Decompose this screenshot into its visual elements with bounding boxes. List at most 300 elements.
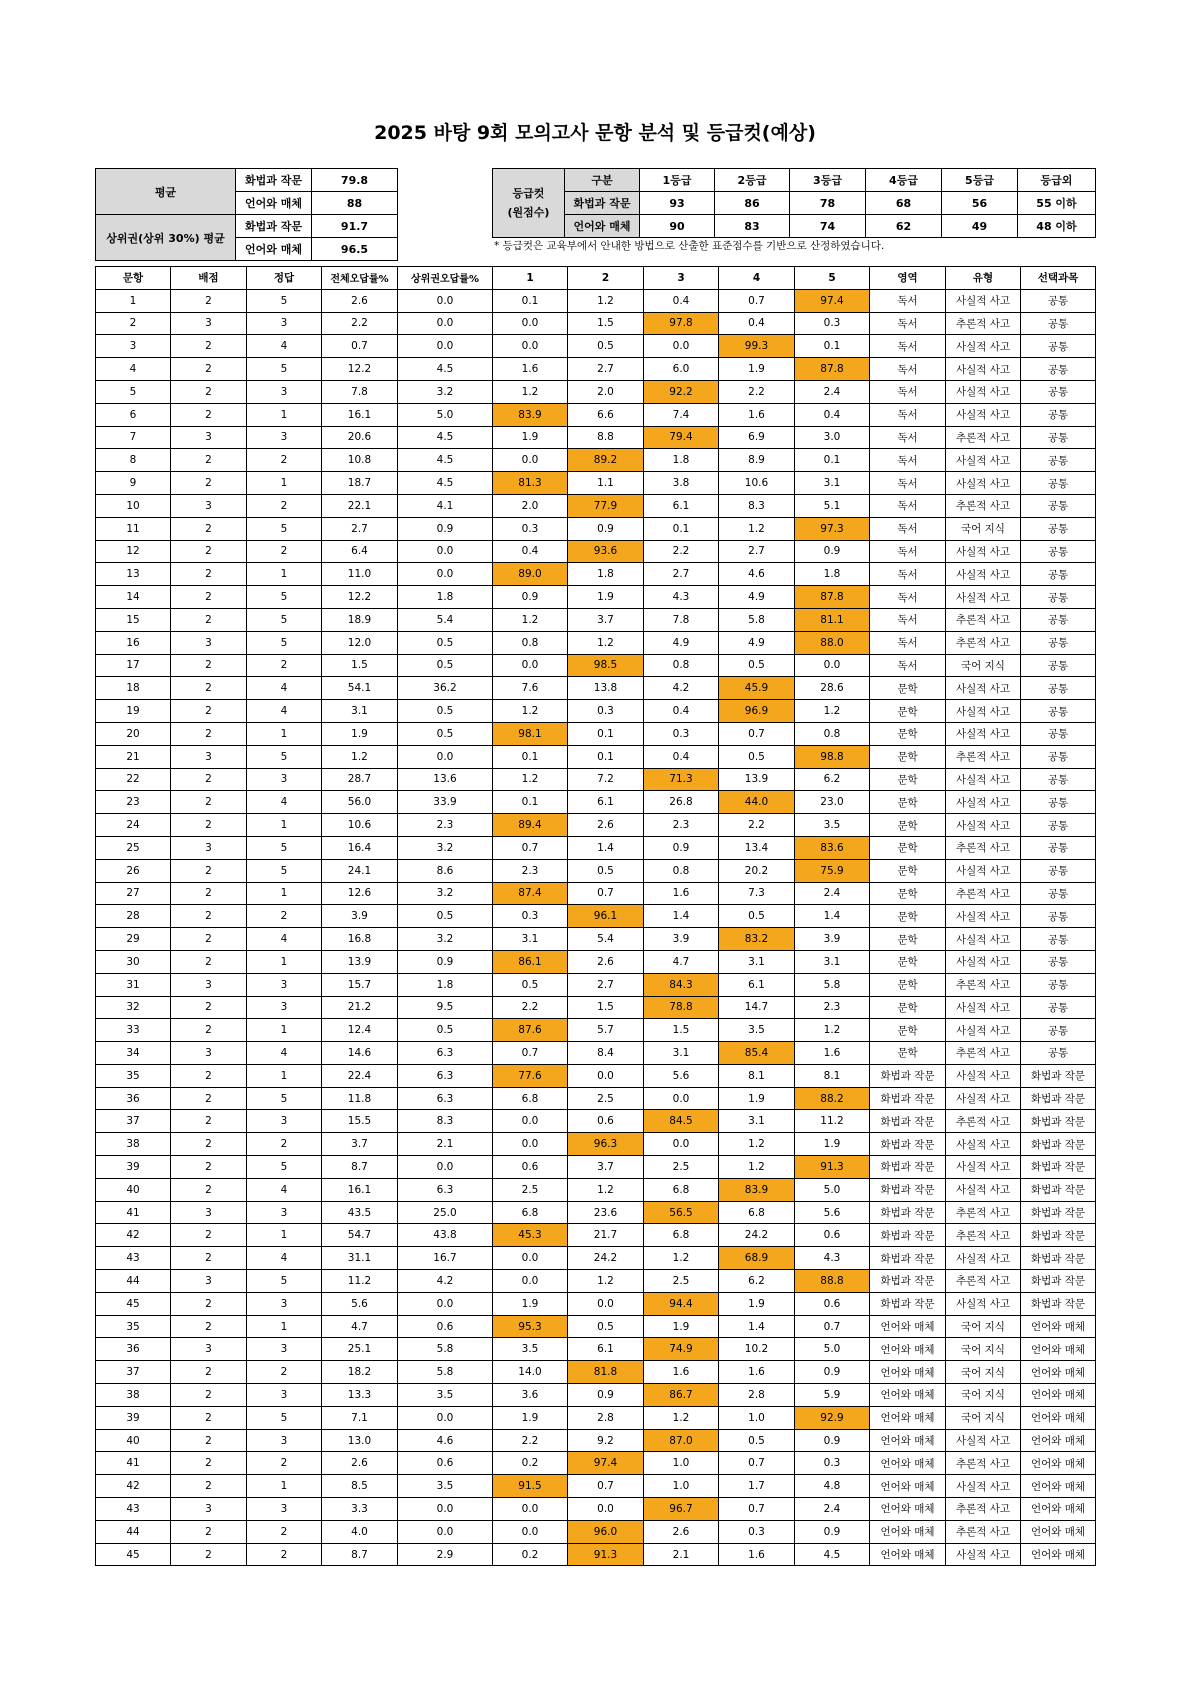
choice-1-rate: 1.9 — [493, 1292, 568, 1315]
top-error-rate: 3.2 — [398, 882, 493, 905]
table-row — [96, 836, 1096, 859]
elective: 화법과 작문 — [1021, 1201, 1096, 1224]
top-error-rate: 9.5 — [398, 996, 493, 1019]
area: 화법과 작문 — [870, 1087, 946, 1110]
elective: 화법과 작문 — [1021, 1087, 1096, 1110]
type: 사실적 사고 — [946, 768, 1021, 791]
table-row — [96, 358, 1096, 381]
answer: 2 — [247, 1452, 322, 1475]
type: 사실적 사고 — [946, 1156, 1021, 1179]
area: 언어와 매체 — [870, 1384, 946, 1407]
elective: 공통 — [1021, 586, 1096, 609]
choice-4-rate: 13.4 — [719, 836, 795, 859]
choice-1-rate: 81.3 — [493, 472, 568, 495]
top-error-rate: 4.1 — [398, 494, 493, 517]
elective: 공통 — [1021, 722, 1096, 745]
type: 사실적 사고 — [946, 586, 1021, 609]
type: 사실적 사고 — [946, 905, 1021, 928]
choice-2-rate: 7.2 — [568, 768, 644, 791]
grade-cut-note: * 등급컷은 교육부에서 안내한 방법으로 산출한 표준점수를 기반으로 산정하였습니다. — [494, 240, 885, 252]
area: 독서 — [870, 517, 946, 540]
area: 독서 — [870, 449, 946, 472]
grade-cut-header: 구분 — [565, 169, 640, 192]
table-row — [96, 449, 1096, 472]
choice-4-rate: 8.9 — [719, 449, 795, 472]
area: 언어와 매체 — [870, 1406, 946, 1429]
top-error-rate: 13.6 — [398, 768, 493, 791]
answer: 5 — [247, 836, 322, 859]
top-error-rate: 0.6 — [398, 1315, 493, 1338]
table-row — [96, 563, 1096, 586]
total-error-rate: 43.5 — [322, 1201, 398, 1224]
total-error-rate: 16.8 — [322, 928, 398, 951]
header-elective: 선택과목 — [1021, 267, 1096, 290]
choice-5-rate: 0.4 — [795, 403, 870, 426]
top-error-rate: 4.2 — [398, 1270, 493, 1293]
answer: 2 — [247, 1133, 322, 1156]
points: 2 — [171, 563, 247, 586]
top-error-rate: 0.5 — [398, 722, 493, 745]
total-error-rate: 8.7 — [322, 1543, 398, 1566]
area: 화법과 작문 — [870, 1110, 946, 1133]
table-row — [96, 1133, 1096, 1156]
type: 사실적 사고 — [946, 996, 1021, 1019]
header-choice-4: 4 — [719, 267, 795, 290]
area: 문학 — [870, 882, 946, 905]
choice-3-rate: 0.0 — [644, 1087, 719, 1110]
choice-4-rate: 6.2 — [719, 1270, 795, 1293]
top-error-rate: 4.5 — [398, 449, 493, 472]
choice-4-rate: 24.2 — [719, 1224, 795, 1247]
type: 추론적 사고 — [946, 312, 1021, 335]
type: 추론적 사고 — [946, 745, 1021, 768]
choice-5-rate: 3.0 — [795, 426, 870, 449]
choice-3-rate: 87.0 — [644, 1429, 719, 1452]
answer: 2 — [247, 1520, 322, 1543]
question-number: 9 — [96, 472, 171, 495]
choice-5-rate: 2.4 — [795, 380, 870, 403]
top-error-rate: 0.5 — [398, 1019, 493, 1042]
elective: 언어와 매체 — [1021, 1520, 1096, 1543]
question-number: 5 — [96, 380, 171, 403]
total-error-rate: 31.1 — [322, 1247, 398, 1270]
elective: 공통 — [1021, 996, 1096, 1019]
type: 국어 지식 — [946, 1315, 1021, 1338]
choice-4-rate: 2.2 — [719, 814, 795, 837]
choice-1-rate: 0.0 — [493, 449, 568, 472]
answer: 2 — [247, 905, 322, 928]
choice-1-rate: 87.4 — [493, 882, 568, 905]
points: 2 — [171, 472, 247, 495]
type: 사실적 사고 — [946, 472, 1021, 495]
choice-5-rate: 0.9 — [795, 1361, 870, 1384]
choice-1-rate: 2.0 — [493, 494, 568, 517]
total-error-rate: 15.7 — [322, 973, 398, 996]
question-number: 10 — [96, 494, 171, 517]
answer: 5 — [247, 1270, 322, 1293]
choice-5-rate: 1.4 — [795, 905, 870, 928]
choice-3-rate: 1.4 — [644, 905, 719, 928]
choice-3-rate: 56.5 — [644, 1201, 719, 1224]
choice-4-rate: 0.7 — [719, 722, 795, 745]
grade-cut-header: 4등급 — [866, 169, 942, 192]
table-row — [96, 426, 1096, 449]
choice-5-rate: 87.8 — [795, 586, 870, 609]
question-number: 21 — [96, 745, 171, 768]
top-error-rate: 36.2 — [398, 677, 493, 700]
points: 2 — [171, 700, 247, 723]
choice-3-rate: 79.4 — [644, 426, 719, 449]
choice-5-rate: 2.4 — [795, 882, 870, 905]
elective: 공통 — [1021, 882, 1096, 905]
total-error-rate: 4.0 — [322, 1520, 398, 1543]
points: 2 — [171, 1452, 247, 1475]
elective: 공통 — [1021, 563, 1096, 586]
answer: 3 — [247, 1429, 322, 1452]
choice-1-rate: 86.1 — [493, 950, 568, 973]
question-number: 39 — [96, 1406, 171, 1429]
header-choice-5: 5 — [795, 267, 870, 290]
total-error-rate: 15.5 — [322, 1110, 398, 1133]
choice-2-rate: 1.5 — [568, 996, 644, 1019]
points: 2 — [171, 1543, 247, 1566]
choice-2-rate: 1.2 — [568, 1178, 644, 1201]
total-error-rate: 12.4 — [322, 1019, 398, 1042]
grade-cut-header: 등급외 — [1018, 169, 1096, 192]
top-error-rate: 0.5 — [398, 700, 493, 723]
table-row — [96, 1543, 1096, 1566]
type: 국어 지식 — [946, 1338, 1021, 1361]
elective: 공통 — [1021, 631, 1096, 654]
elective: 공통 — [1021, 335, 1096, 358]
total-error-rate: 14.6 — [322, 1042, 398, 1065]
table-row — [96, 1064, 1096, 1087]
table-row — [96, 1270, 1096, 1293]
total-error-rate: 12.2 — [322, 358, 398, 381]
area: 언어와 매체 — [870, 1452, 946, 1475]
choice-3-rate: 2.2 — [644, 540, 719, 563]
choice-1-rate: 0.0 — [493, 1110, 568, 1133]
top-error-rate: 0.0 — [398, 1406, 493, 1429]
choice-2-rate: 0.0 — [568, 1292, 644, 1315]
table-row — [96, 586, 1096, 609]
answer: 3 — [247, 1201, 322, 1224]
choice-4-rate: 0.7 — [719, 1452, 795, 1475]
total-error-rate: 16.1 — [322, 403, 398, 426]
total-error-rate: 56.0 — [322, 791, 398, 814]
choice-1-rate: 0.5 — [493, 973, 568, 996]
table-row — [96, 1315, 1096, 1338]
choice-4-rate: 3.1 — [719, 950, 795, 973]
choice-4-rate: 6.1 — [719, 973, 795, 996]
points: 2 — [171, 1429, 247, 1452]
choice-4-rate: 1.6 — [719, 1361, 795, 1384]
type: 추론적 사고 — [946, 608, 1021, 631]
answer: 2 — [247, 654, 322, 677]
type: 추론적 사고 — [946, 1110, 1021, 1133]
area: 독서 — [870, 358, 946, 381]
elective: 공통 — [1021, 1042, 1096, 1065]
choice-5-rate: 3.1 — [795, 472, 870, 495]
type: 사실적 사고 — [946, 1543, 1021, 1566]
total-error-rate: 8.7 — [322, 1156, 398, 1179]
choice-3-rate: 0.1 — [644, 517, 719, 540]
choice-2-rate: 24.2 — [568, 1247, 644, 1270]
question-number: 28 — [96, 905, 171, 928]
table-row — [96, 1338, 1096, 1361]
choice-4-rate: 68.9 — [719, 1247, 795, 1270]
points: 2 — [171, 859, 247, 882]
choice-1-rate: 0.0 — [493, 335, 568, 358]
top-error-rate: 1.8 — [398, 586, 493, 609]
total-error-rate: 6.4 — [322, 540, 398, 563]
type: 사실적 사고 — [946, 1429, 1021, 1452]
choice-1-rate: 6.8 — [493, 1201, 568, 1224]
top-error-rate: 43.8 — [398, 1224, 493, 1247]
question-number: 26 — [96, 859, 171, 882]
answer: 2 — [247, 540, 322, 563]
answer: 3 — [247, 380, 322, 403]
type: 추론적 사고 — [946, 882, 1021, 905]
choice-2-rate: 96.1 — [568, 905, 644, 928]
total-error-rate: 3.3 — [322, 1498, 398, 1521]
total-error-rate: 12.6 — [322, 882, 398, 905]
choice-4-rate: 1.2 — [719, 1133, 795, 1156]
choice-4-rate: 3.5 — [719, 1019, 795, 1042]
answer: 5 — [247, 608, 322, 631]
elective: 언어와 매체 — [1021, 1361, 1096, 1384]
choice-4-rate: 1.0 — [719, 1406, 795, 1429]
elective: 공통 — [1021, 700, 1096, 723]
elective: 공통 — [1021, 928, 1096, 951]
points: 3 — [171, 631, 247, 654]
points: 2 — [171, 1247, 247, 1270]
choice-3-rate: 26.8 — [644, 791, 719, 814]
table-row — [96, 289, 1096, 312]
area: 문학 — [870, 722, 946, 745]
top-error-rate: 5.4 — [398, 608, 493, 631]
answer: 3 — [247, 973, 322, 996]
top-error-rate: 0.0 — [398, 1520, 493, 1543]
choice-3-rate: 71.3 — [644, 768, 719, 791]
area: 문학 — [870, 1042, 946, 1065]
table-row — [96, 859, 1096, 882]
total-error-rate: 7.1 — [322, 1406, 398, 1429]
choice-2-rate: 98.5 — [568, 654, 644, 677]
table-row — [96, 1247, 1096, 1270]
total-error-rate: 2.2 — [322, 312, 398, 335]
table-row — [96, 403, 1096, 426]
choice-3-rate: 96.7 — [644, 1498, 719, 1521]
elective: 화법과 작문 — [1021, 1133, 1096, 1156]
total-error-rate: 10.6 — [322, 814, 398, 837]
question-number: 39 — [96, 1156, 171, 1179]
question-number: 41 — [96, 1201, 171, 1224]
choice-3-rate: 1.2 — [644, 1247, 719, 1270]
top-average-subject: 언어와 매체 — [236, 238, 312, 261]
answer: 3 — [247, 996, 322, 1019]
type: 사실적 사고 — [946, 380, 1021, 403]
choice-2-rate: 1.2 — [568, 631, 644, 654]
choice-1-rate: 3.5 — [493, 1338, 568, 1361]
choice-3-rate: 0.4 — [644, 289, 719, 312]
area: 언어와 매체 — [870, 1498, 946, 1521]
top-error-rate: 2.1 — [398, 1133, 493, 1156]
header-choice-3: 3 — [644, 267, 719, 290]
points: 3 — [171, 1270, 247, 1293]
grade-cut-header: 5등급 — [942, 169, 1018, 192]
elective: 공통 — [1021, 289, 1096, 312]
choice-4-rate: 1.7 — [719, 1475, 795, 1498]
points: 2 — [171, 335, 247, 358]
choice-5-rate: 0.9 — [795, 1429, 870, 1452]
choice-4-rate: 2.8 — [719, 1384, 795, 1407]
choice-3-rate: 5.6 — [644, 1064, 719, 1087]
total-error-rate: 18.9 — [322, 608, 398, 631]
choice-5-rate: 0.6 — [795, 1224, 870, 1247]
total-error-rate: 25.1 — [322, 1338, 398, 1361]
top-error-rate: 3.2 — [398, 380, 493, 403]
choice-3-rate: 2.3 — [644, 814, 719, 837]
choice-3-rate: 4.2 — [644, 677, 719, 700]
area: 문학 — [870, 859, 946, 882]
choice-2-rate: 5.4 — [568, 928, 644, 951]
choice-2-rate: 6.1 — [568, 1338, 644, 1361]
choice-1-rate: 2.3 — [493, 859, 568, 882]
type: 국어 지식 — [946, 1361, 1021, 1384]
answer: 5 — [247, 1087, 322, 1110]
choice-4-rate: 0.5 — [719, 745, 795, 768]
total-error-rate: 2.6 — [322, 289, 398, 312]
elective: 공통 — [1021, 677, 1096, 700]
choice-3-rate: 3.8 — [644, 472, 719, 495]
item-analysis-table — [95, 266, 1096, 1566]
table-row — [96, 1406, 1096, 1429]
header-points: 배점 — [171, 267, 247, 290]
choice-3-rate: 6.0 — [644, 358, 719, 381]
answer: 1 — [247, 1224, 322, 1247]
points: 3 — [171, 1042, 247, 1065]
answer: 4 — [247, 677, 322, 700]
total-error-rate: 3.9 — [322, 905, 398, 928]
question-number: 2 — [96, 312, 171, 335]
area: 문학 — [870, 814, 946, 837]
grade-cut-value: 55 이하 — [1018, 192, 1096, 215]
choice-5-rate: 0.3 — [795, 1452, 870, 1475]
table-row — [96, 905, 1096, 928]
question-number: 12 — [96, 540, 171, 563]
choice-1-rate: 0.2 — [493, 1452, 568, 1475]
area: 문학 — [870, 836, 946, 859]
top-error-rate: 25.0 — [398, 1201, 493, 1224]
area: 화법과 작문 — [870, 1224, 946, 1247]
question-number: 29 — [96, 928, 171, 951]
question-number: 35 — [96, 1315, 171, 1338]
header-answer: 정답 — [247, 267, 322, 290]
choice-4-rate: 2.7 — [719, 540, 795, 563]
question-number: 45 — [96, 1543, 171, 1566]
elective: 언어와 매체 — [1021, 1543, 1096, 1566]
top-error-rate: 8.3 — [398, 1110, 493, 1133]
choice-1-rate: 3.6 — [493, 1384, 568, 1407]
table-row — [96, 1156, 1096, 1179]
points: 2 — [171, 380, 247, 403]
choice-1-rate: 95.3 — [493, 1315, 568, 1338]
type: 사실적 사고 — [946, 859, 1021, 882]
points: 3 — [171, 1201, 247, 1224]
points: 2 — [171, 791, 247, 814]
choice-3-rate: 84.5 — [644, 1110, 719, 1133]
elective: 공통 — [1021, 905, 1096, 928]
elective: 공통 — [1021, 791, 1096, 814]
question-number: 15 — [96, 608, 171, 631]
choice-4-rate: 96.9 — [719, 700, 795, 723]
choice-1-rate: 0.2 — [493, 1543, 568, 1566]
total-error-rate: 11.2 — [322, 1270, 398, 1293]
question-number: 4 — [96, 358, 171, 381]
total-error-rate: 18.2 — [322, 1361, 398, 1384]
table-row — [96, 882, 1096, 905]
choice-4-rate: 0.3 — [719, 1520, 795, 1543]
points: 2 — [171, 1064, 247, 1087]
question-number: 16 — [96, 631, 171, 654]
choice-5-rate: 0.9 — [795, 540, 870, 563]
area: 독서 — [870, 426, 946, 449]
choice-3-rate: 0.8 — [644, 654, 719, 677]
choice-2-rate: 0.0 — [568, 1498, 644, 1521]
total-error-rate: 28.7 — [322, 768, 398, 791]
choice-5-rate: 6.2 — [795, 768, 870, 791]
choice-2-rate: 0.9 — [568, 1384, 644, 1407]
choice-3-rate: 7.4 — [644, 403, 719, 426]
type: 국어 지식 — [946, 654, 1021, 677]
elective: 공통 — [1021, 654, 1096, 677]
question-number: 42 — [96, 1224, 171, 1247]
type: 국어 지식 — [946, 1384, 1021, 1407]
elective: 공통 — [1021, 358, 1096, 381]
choice-1-rate: 1.2 — [493, 608, 568, 631]
table-row — [96, 1087, 1096, 1110]
choice-2-rate: 0.1 — [568, 745, 644, 768]
choice-1-rate: 0.6 — [493, 1156, 568, 1179]
answer: 1 — [247, 403, 322, 426]
choice-4-rate: 0.5 — [719, 654, 795, 677]
type: 추론적 사고 — [946, 494, 1021, 517]
table-row — [96, 472, 1096, 495]
choice-2-rate: 0.1 — [568, 722, 644, 745]
area: 독서 — [870, 631, 946, 654]
total-error-rate: 1.9 — [322, 722, 398, 745]
answer: 5 — [247, 859, 322, 882]
choice-2-rate: 97.4 — [568, 1452, 644, 1475]
table-row — [96, 745, 1096, 768]
top-error-rate: 5.8 — [398, 1361, 493, 1384]
answer: 1 — [247, 472, 322, 495]
question-number: 14 — [96, 586, 171, 609]
top-error-rate: 3.5 — [398, 1384, 493, 1407]
choice-3-rate: 1.0 — [644, 1475, 719, 1498]
choice-1-rate: 2.2 — [493, 1429, 568, 1452]
answer: 5 — [247, 289, 322, 312]
choice-5-rate: 3.9 — [795, 928, 870, 951]
points: 2 — [171, 1406, 247, 1429]
area: 문학 — [870, 950, 946, 973]
top-error-rate: 5.8 — [398, 1338, 493, 1361]
answer: 1 — [247, 1064, 322, 1087]
choice-2-rate: 1.4 — [568, 836, 644, 859]
top-error-rate: 2.3 — [398, 814, 493, 837]
total-error-rate: 7.8 — [322, 380, 398, 403]
